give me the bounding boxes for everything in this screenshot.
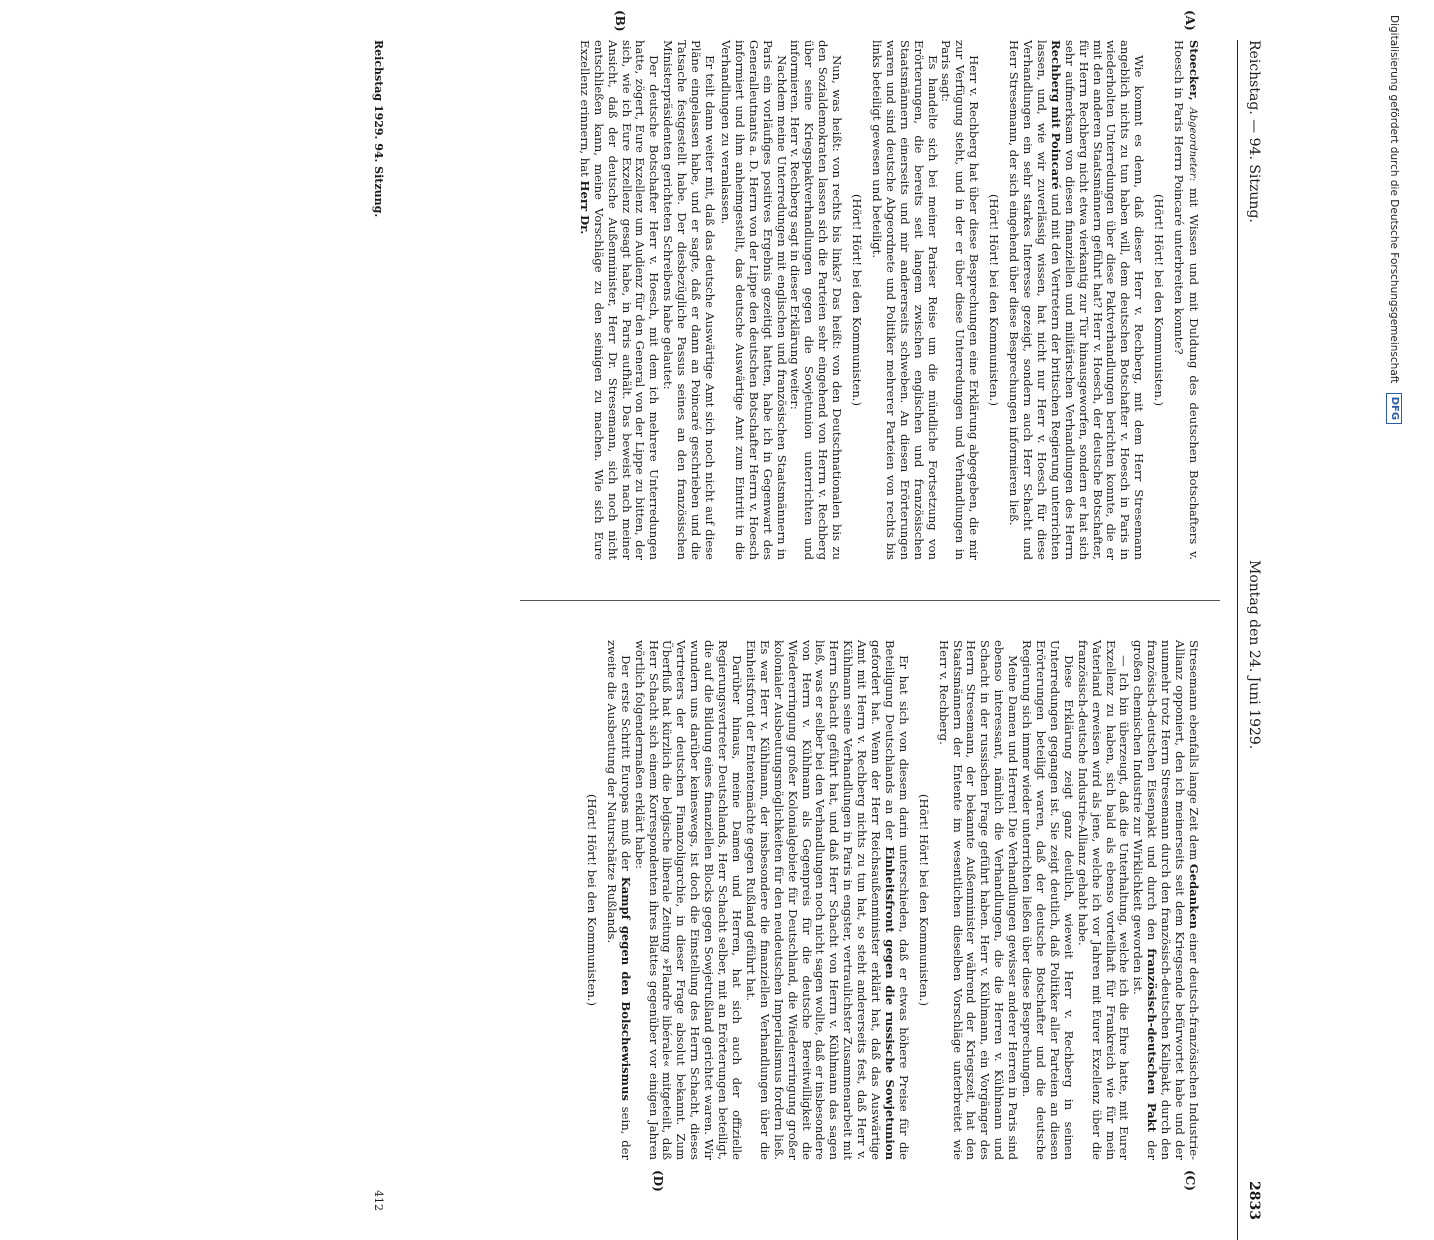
footer-sheet-number: 412 <box>372 1190 385 1211</box>
paragraph-text: Er hat sich von diesem darin unterschieden, daß er etwas höhere Preise für die Beteiligung Deutschlands an der <box>882 640 911 1160</box>
quote-paragraph <box>577 40 660 560</box>
interjection: (Hört! Hört! bei den Kommunisten.) <box>1152 193 1167 406</box>
speaker-role: Abgeordneter: <box>1187 107 1198 182</box>
quote-paragraph: Nachdem meine Unterredungen mit englischen und französischen Staatsmännern in Paris ein vorläufiges positives Ergebnis gezeitigt hatten, habe ich in Gegenwart des Generalleutnants a. D. Herrn von der Lippe den deutschen Botschafter Herrn v. Hoesch informiert und ihm anheimgestellt, das deutsche Auswärtige Amt zum Eintritt in die Verhandlungen zu veranlassen. <box>718 40 789 560</box>
header-session: Reichstag. — 94. Sitzung. <box>1246 40 1262 223</box>
speech-paragraph: Darüber hinaus, meine Damen und Herren, hat sich auch der offizielle Regierungsvertreter Deutschlands, Herr Schacht selber, mit an Erörterungen beteiligt, die auf die Bildung eines finanziellen Blocks gegen Sowjetrußland gerichtet waren. Wir wundern uns darüber keineswegs, ist doch die Einstellung des Herrn Schacht, dieses Vertreters der deutschen Finanzoligarchie, in dieser Frage absolut bekannt. Zum Überfluß hat kürzlich die belgische liberale Zeitung »Flandre libérale« mitgeteilt, daß Herr Schacht sich einem Korrespondenten ihres Blattes gegenüber vor einigen Jahren wörtlich folgendermaßen erklärt habe: <box>632 640 744 1160</box>
quote-paragraph <box>1130 640 1200 1160</box>
header-date: Montag den 24. Juni 1929. <box>1246 560 1262 750</box>
emphasis-text: Einheitsfront gegen die russische Sowjetunion <box>882 846 897 1160</box>
interjection: (Hört! Hört! bei den Kommunisten.) <box>916 793 931 1006</box>
digitization-note <box>1385 15 1403 975</box>
speaker-name: Stoecker, <box>1187 40 1201 101</box>
right-column <box>578 640 1200 1160</box>
speech-paragraph <box>743 640 910 1160</box>
margin-mark-a: (A) <box>1183 10 1197 31</box>
digitization-credit: Digitalisierung gefördert durch die Deutsche Forschungsgemeinschaft <box>1388 15 1400 384</box>
speech-paragraph: Diese Erklärung zeigt ganz deutlich, wieweit Herr v. Rechberg in seinen Unterredungen gegangen ist. Sie zeigt deutlich, daß Politiker aller Parteien an diesen Erörterungen beteiligt waren, daß der deutsche Botschafter und die deutsche Regierung sich immer wieder unterrichten ließen über diese Besprechungen. <box>1020 640 1076 1160</box>
emphasis-text: Herr Dr. <box>577 180 592 235</box>
column-divider <box>520 600 1220 601</box>
paragraph-text: Wie kommt es denn, daß dieser Herr v. Rechberg, mit dem Herr Stresemann angeblich nichts zu tun haben will, dem deutschen Botschafter v. Hoesch in Paris in wiederholten Unterredungen über diese Paktverhandlungen berichten konnte, die er mit den anderen Staatsmännern geführt hat? Herr v. Hoesch, der deutsche Botschafter, für Herrn Rechberg nicht etwa vierkantig zur Tür hinausgeworfen, sondern er hat sich sehr aufmerksam von diesen finanziellen und militärischen Verhandlungen des Herrn <box>1062 40 1147 560</box>
margin-mark-c: (C) <box>1183 1170 1197 1191</box>
speech-paragraph <box>1171 40 1200 560</box>
running-head <box>1240 40 1262 1240</box>
emphasis-text: französisch-deutschen Pakt <box>1145 948 1160 1133</box>
speech-paragraph <box>1006 40 1145 560</box>
quote-paragraph: — Ich bin überzeugt, daß die Unterhaltung, welche ich die Ehre hatte, mit Eurer Exzellenz zu haben, sich bald als ebenso vorteilhaft für Frankreich wie für mein Vaterland erweisen wird als jene, welche ich vor Jahren mit Eurer Exzellenz über die französisch-deutsche Industrie-Allianz gehabt habe. <box>1075 640 1132 1160</box>
paragraph-text: gefordert hat. Wenn der Herr Reichsaußenminister erklärt hat, daß das Auswärtige Amt mit Herrn v. Rechberg nichts zu tun hat, so steht andererseits fest, daß Herr v. Kühlmann seine Verhandlungen in Paris in engster, vertraulichster Zusammenarbeit mit Herrn Schacht geführt hat, und daß Herr Schacht von Herrn v. Kühlmann das sagen ließ, was er selber bei den Verhandlungen noch nicht sagen wollte, daß er insbesondere von Herrn v. Kühlmann als Gegenpreis für die deutsche Bereitwilligkeit die Wiedererringung großer Kolonialgebiete für Deutschland, die Wiedererringung großer kolonialer Ausbeutungsmöglichkeiten für den neudeutschen Imperialismus fordern ließ. Es war Herr v. Kühlmann, der insbesondere die finanziellen Verhandlungen über die Einheitsfront der Ententemächte gegen Rußland geführt hat. <box>743 640 884 1160</box>
paragraph-text: Der erste Schritt Europas muß der <box>618 655 633 871</box>
emphasis-text: Rechberg mit Poincaré <box>1048 40 1063 190</box>
speech-paragraph: Nun, was heißt: von rechts bis links? Das heißt: von den Deutschnationalen bis zu den Sozialdemokraten lassen sich die Parteien sehr eingehend von Herrn v. Rechberg über seine Kriegspaktverhandlungen gegen die Sowjetunion unterrichten und informieren. Herr v. Rechberg sagt in dieser Erklärung weiter: <box>788 40 845 560</box>
paragraph-text: Der deutsche Botschafter Herr v. Hoesch, mit dem ich mehrere Unterredungen hatte, zögert, Eure Exzellenz um Audienz für den General von der Lippe zu bitten, der sich, wie ich Eure Exzellenz gesagt habe, in Paris aufhält. Das beweist nach meiner Ansicht, daß der deutsche Außenminister, Herr Dr. Stresemann, sich noch nicht entschließen kann, meine Vorschläge zu den seinigen zu machen. Wie sich Eure Exzellenz erinnern, hat <box>577 40 662 560</box>
paragraph-text: Stresemann ebenfalls lange Zeit dem <box>1187 640 1201 861</box>
speech-paragraph: Herr v. Rechberg hat über diese Besprechungen eine Erklärung abgegeben, die mir zur Verfügung steht, und in der er über diese Unterredungen und Verhandlungen in Paris sagt: <box>939 40 982 560</box>
header-rule <box>1237 40 1238 1240</box>
margin-mark-b: (B) <box>613 10 627 32</box>
dfg-logo: DFG <box>1386 393 1402 424</box>
quote-paragraph: Es handelte sich bei meiner Pariser Reise um die mündliche Fortsetzung von Erörterungen, die bereits seit langem zwischen englischen und französischen Staatsmännern einerseits und mir andererseits schweben. An diesen Erörterungen waren und sind deutsche Abgeordnete und Politiker mehrerer Parteien von rechts bis links beteiligt gewesen und beteiligt. <box>869 40 940 560</box>
interjection: (Hört! Hört! bei den Kommunisten.) <box>850 193 865 406</box>
left-column <box>577 40 1200 560</box>
header-page-number: 2833 <box>1246 1181 1262 1220</box>
speech-paragraph: Er teilt dann weiter mit, daß das deutsche Auswärtige Amt sich noch nicht auf diese Pläne eingelassen habe, und er sagte, daß er dann an Poincaré geschrieben und die Tatsache festgestellt habe. Der diesbezügliche Passus seines an den französischen Ministerpräsidenten gerichteten Schreibens habe gelautet: <box>661 40 717 560</box>
quote-paragraph <box>604 640 632 1160</box>
paragraph-text: sein, der zweite die Ausbeutung der Naturschätze Rußlands. <box>604 640 633 1161</box>
paragraph-text: der großen chemischen Industrie zur Wirklichkeit geworden ist. <box>1131 640 1160 1161</box>
paragraph-text: einer deutsch-französischen Industrie-Allianz opponiert, den ich meinerseits seit dem Kriegsende befürwortet habe und der nunmehr trotz Herrn Stresemann durch den französisch-deutschen Kalipakt, durch den französisch-deutschen Eisenpakt und durch den <box>1145 640 1201 1160</box>
margin-mark-d: (D) <box>651 1170 665 1192</box>
interjection: (Hört! Hört! bei den Kommunisten.) <box>987 193 1002 406</box>
interjection: (Hört! Hört! bei den Kommunisten.) <box>584 793 599 1006</box>
speech-paragraph: Meine Damen und Herren! Die Verhandlungen gewisser anderer Herren in Paris sind ebenso interessant, nämlich die Verhandlungen, die die Herren v. Kühlmann und Schacht in der russischen Frage geführt haben. Herr v. Kühlmann, ein Vorgänger des Herrn Stresemann, der bekannte Außenminister während der Kriegszeit, hat den Staatsmännern der Entente im wesentlichen dieselben Vorschläge unterbreitet wie Herr v. Rechberg. <box>936 640 1021 1160</box>
emphasis-text: Gedanken <box>1187 863 1201 930</box>
paragraph-text: mit Wissen und mit Duldung des deutschen Botschafters v. Hoesch in Paris Herrn Poincaré unterbreiten konnte? <box>1172 40 1201 561</box>
footer-session-label: Reichstag 1929. 94. Sitzung. <box>372 40 385 218</box>
emphasis-text: Kampf gegen den Bolschewismus <box>618 876 633 1101</box>
paragraph-text: und mit den Vertretern der britischen Regierung unterrichten lassen, und, wie wir zuverlässig wissen, hat nicht nur Herr v. Hoesch für diese Verhandlungen ein sehr starkes Interesse gezeigt, sondern auch Herr Schacht und Herr Stresemann, der sich eingehend über diese Besprechungen informieren ließ. <box>1007 40 1063 561</box>
